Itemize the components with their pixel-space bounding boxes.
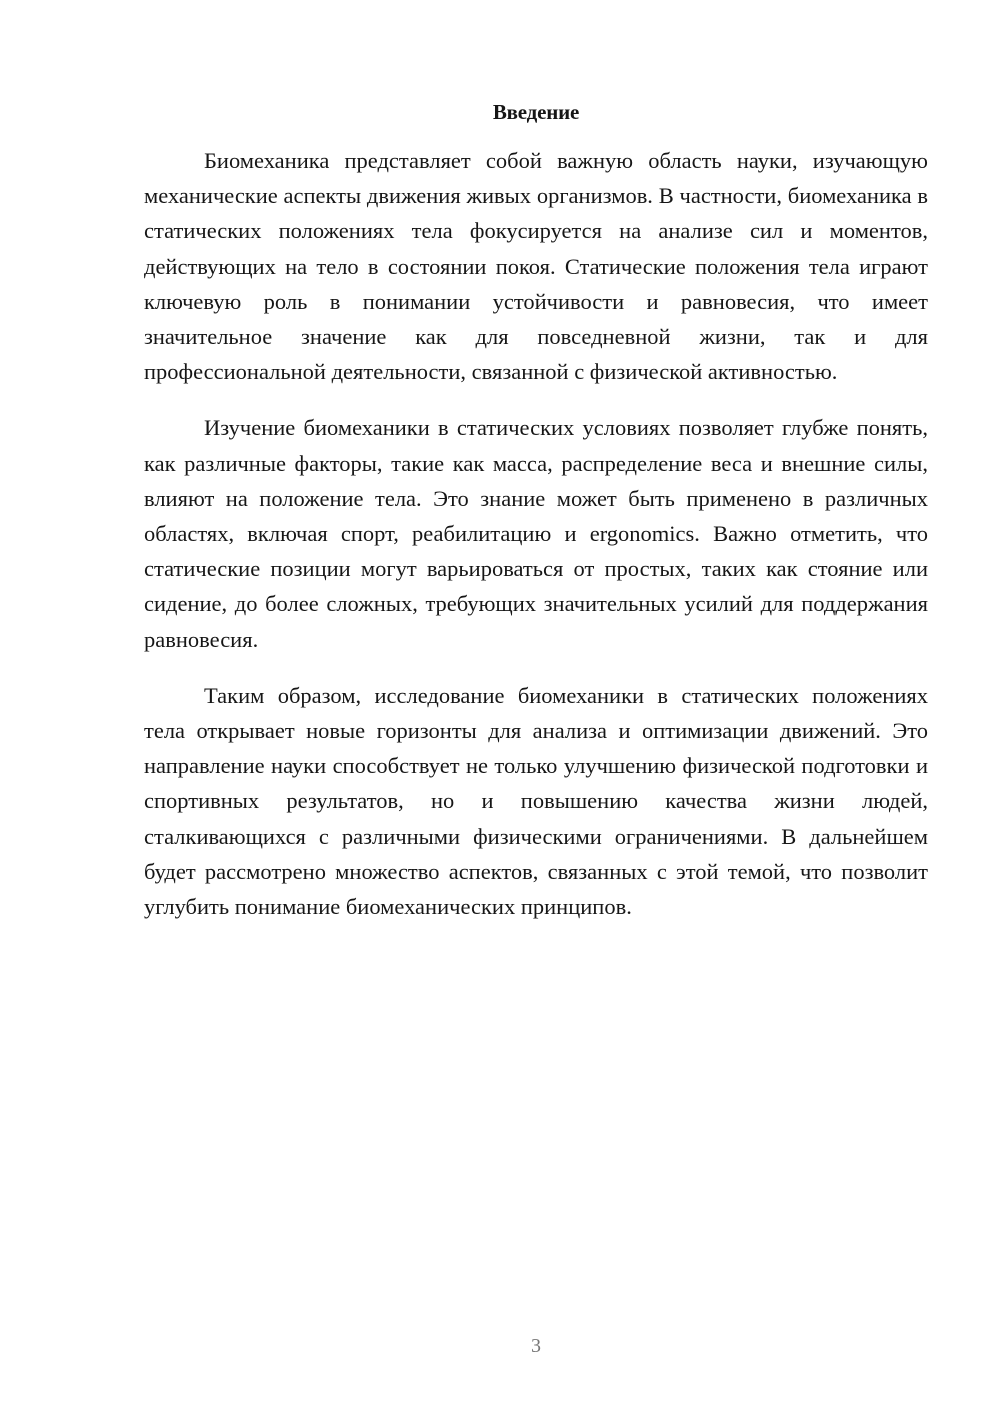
page-number: 3 <box>531 1335 541 1357</box>
paragraph-1: Биомеханика представляет собой важную область науки, изучающую механические аспекты движения живых организмов. В частности, биомеханика в статических положениях тела фокусируется на анализе сил и моментов, действующих на тело в состоянии покоя. Статические положения тела играют ключевую роль в понимании устойчивости и равновесия, что имеет значительное значение как для повседневной жизни, так и для профессиональной деятельности, связанной с физической активностью. <box>144 148 928 385</box>
body-text <box>144 143 928 924</box>
section-heading: Введение <box>492 100 580 124</box>
paragraph-2: Изучение биомеханики в статических условиях позволяет глубже понять, как различные факторы, такие как масса, распределение веса и внешние силы, влияют на положение тела. Это знание может быть применено в различных областях, включая спорт, реабилитацию и ergonomics. Важно отметить, что статические позиции могут варьироваться от простых, таких как стояние или сидение, до более сложных, требующих значительных усилий для поддержания равновесия. <box>144 415 928 652</box>
paragraph-3: Таким образом, исследование биомеханики в статических положениях тела открывает новые горизонты для анализа и оптимизации движений. Это направление науки способствует не только улучшению физической подготовки и спортивных результатов, но и повышению качества жизни людей, сталкивающихся с различными физическими ограничениями. В дальнейшем будет рассмотрено множество аспектов, связанных с этой темой, что позволит углубить понимание биомеханических принципов. <box>144 682 928 920</box>
